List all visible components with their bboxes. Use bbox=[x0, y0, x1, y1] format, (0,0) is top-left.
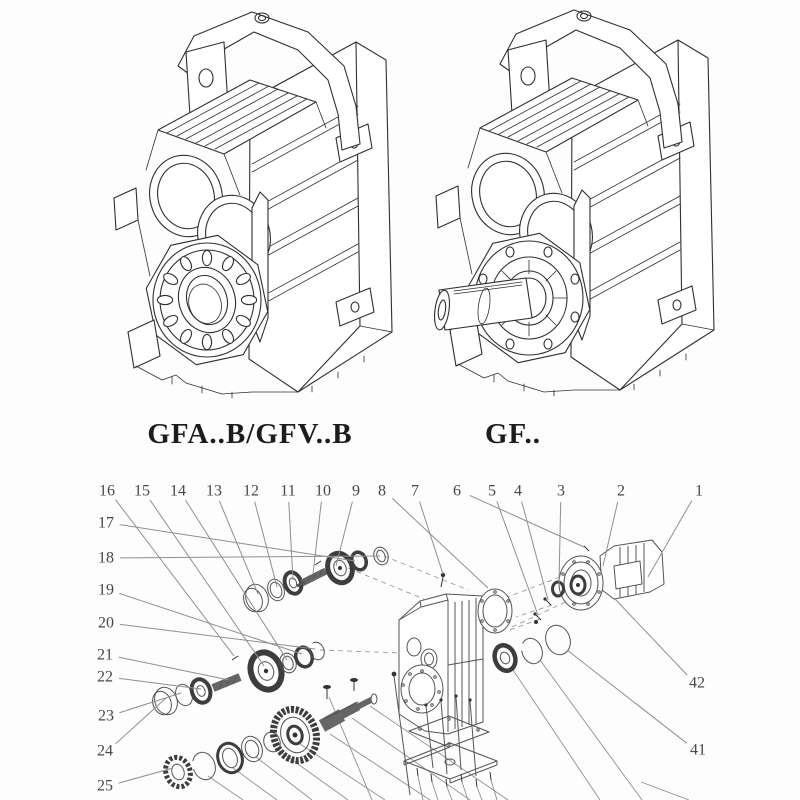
exploded-diagram bbox=[97, 483, 706, 800]
model-label-right: GF.. bbox=[484, 418, 542, 450]
right-gearbox-drawing bbox=[432, 10, 714, 396]
leader-line-25 bbox=[119, 768, 173, 783]
callout-7: 7 bbox=[411, 482, 419, 500]
leader-line-20 bbox=[120, 624, 315, 649]
leader-line-41 bbox=[567, 650, 687, 743]
callout-10: 10 bbox=[315, 482, 331, 500]
callout-4: 4 bbox=[514, 482, 522, 500]
callout-8: 8 bbox=[378, 482, 386, 500]
leader-line-21 bbox=[119, 657, 229, 680]
callout-19: 19 bbox=[98, 581, 114, 599]
callout-24: 24 bbox=[97, 742, 113, 760]
adapter-flange-ring bbox=[478, 589, 512, 633]
leader-line-6 bbox=[470, 495, 584, 547]
callout-14: 14 bbox=[170, 482, 186, 500]
callout-13: 13 bbox=[206, 482, 222, 500]
leader-line-19 bbox=[119, 593, 302, 654]
leader-line-12 bbox=[255, 502, 277, 587]
callout-2: 2 bbox=[617, 482, 625, 500]
callout-41: 41 bbox=[690, 741, 706, 759]
callout-17: 17 bbox=[98, 514, 114, 532]
callout-3: 3 bbox=[557, 482, 565, 500]
leader-line-16 bbox=[116, 500, 234, 656]
leader-line-4 bbox=[522, 502, 548, 600]
callout-21: 21 bbox=[97, 646, 113, 664]
callout-5: 5 bbox=[488, 482, 496, 500]
callout-11: 11 bbox=[280, 482, 296, 500]
leader-line-17 bbox=[120, 525, 355, 561]
leader-line-13 bbox=[219, 501, 258, 594]
motor-adapter bbox=[533, 540, 664, 624]
callout-12: 12 bbox=[243, 482, 259, 500]
callout-6: 6 bbox=[453, 482, 461, 500]
left-gearbox-drawing bbox=[114, 12, 392, 398]
callout-15: 15 bbox=[134, 482, 150, 500]
leader-line-11 bbox=[289, 502, 293, 580]
intermediate-shaft-parts bbox=[149, 640, 326, 718]
leader-line-22 bbox=[119, 678, 201, 689]
leader-line-7 bbox=[419, 501, 443, 574]
callout-23: 23 bbox=[98, 707, 114, 725]
callout-18: 18 bbox=[98, 549, 114, 567]
callout-9: 9 bbox=[352, 482, 360, 500]
leader-line-8 bbox=[392, 498, 488, 588]
leader-line-42 bbox=[615, 599, 687, 675]
callout-16: 16 bbox=[99, 482, 115, 500]
callout-20: 20 bbox=[98, 614, 114, 632]
callout-22: 22 bbox=[97, 668, 113, 686]
model-label-left: GFA..B/GFV..B bbox=[147, 418, 353, 450]
leader-line-15 bbox=[150, 500, 264, 666]
callout-1: 1 bbox=[695, 482, 703, 500]
callout-25: 25 bbox=[97, 777, 113, 795]
callout-42: 42 bbox=[689, 674, 705, 692]
leader-line-24 bbox=[116, 698, 166, 744]
leader-line-1 bbox=[648, 500, 692, 577]
